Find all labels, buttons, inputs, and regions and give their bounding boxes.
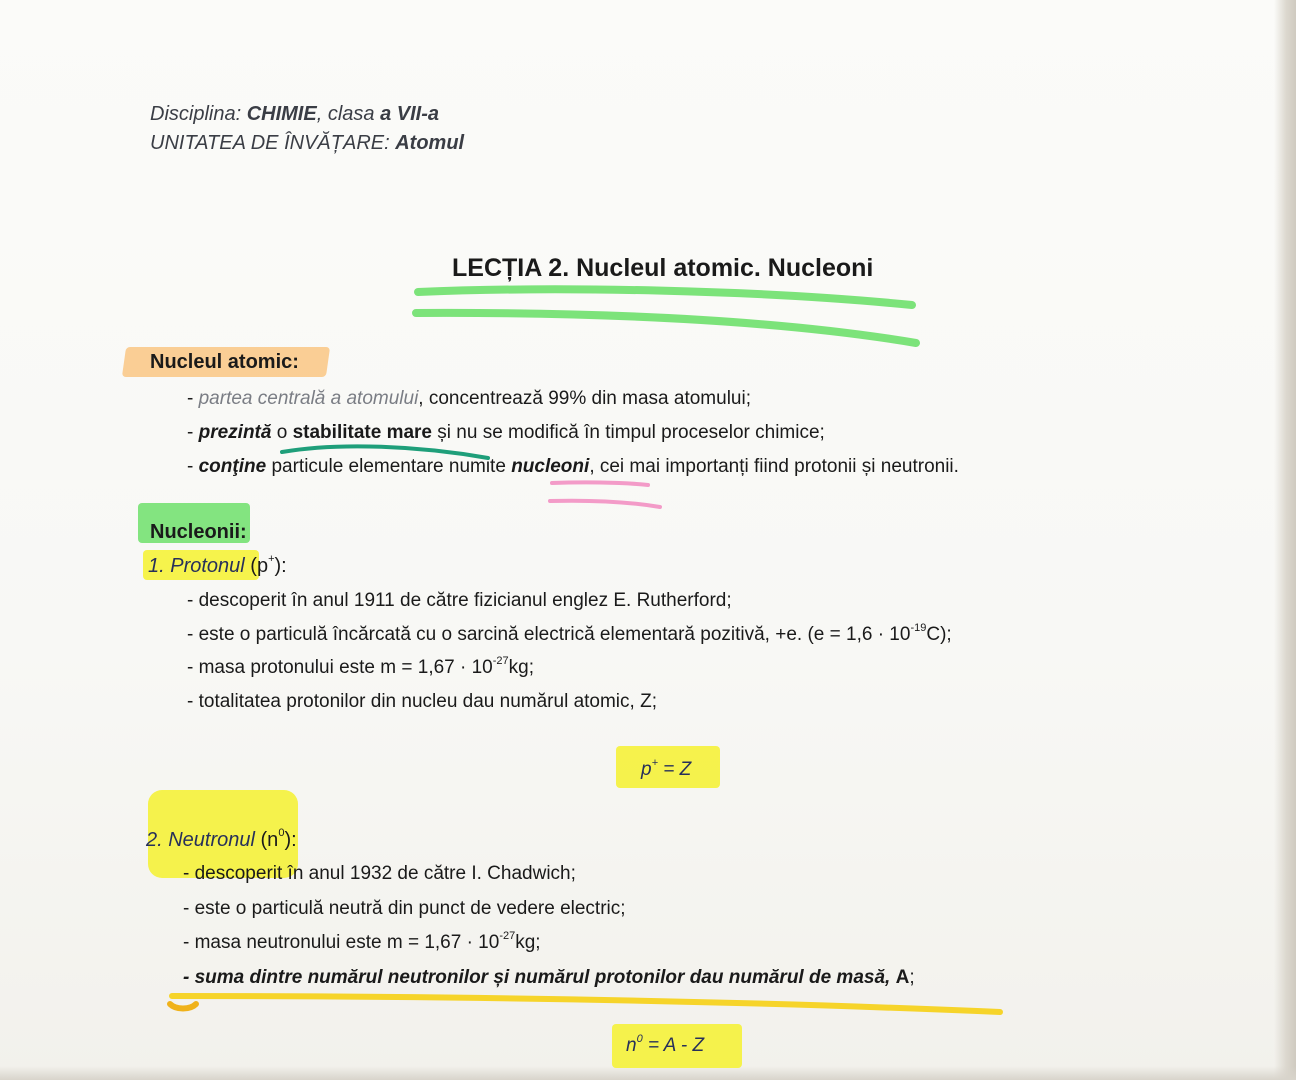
unit-label: UNITATEA DE ÎNVĂȚARE: <box>150 132 396 154</box>
stability-underline <box>282 446 488 458</box>
neutron-formula-sup: 0 <box>636 1032 643 1045</box>
nucleus-l3-nucleons: nucleoni <box>511 456 590 477</box>
sum-underline-blob <box>170 1004 196 1009</box>
title-underline-1 <box>418 289 912 305</box>
nucleus-l3-rest: , cei mai importanți fiind protonii și neutronii. <box>589 456 959 477</box>
proton-line-1: - descoperit în anul 1911 de către fizicianul englez E. Rutherford; <box>187 590 732 611</box>
neutron-l3-sup: -27 <box>499 929 516 942</box>
proton-l2-sup: -19 <box>910 621 927 634</box>
neutron-formula-n: n <box>626 1035 637 1056</box>
proton-formula-p: p <box>641 759 652 780</box>
neutron-l4-text: - suma dintre numărul neutronilor și numărul protonilor dau numărul de masă, <box>183 967 896 988</box>
proton-l3-unit: kg; <box>508 657 535 678</box>
proton-l3-sup: -27 <box>492 654 509 667</box>
nucleus-l2-o: o <box>271 422 293 443</box>
unit-value: Atomul <box>395 132 465 154</box>
neutron-symbol-sup: 0 <box>278 827 285 840</box>
proton-symbol-open: (p <box>244 555 269 577</box>
nucleons-underline-2 <box>550 501 660 507</box>
nucleus-l2-dash: - <box>187 422 199 443</box>
nucleus-l1-emph: partea centrală a atomului <box>198 388 419 409</box>
proton-l3-text: - masa protonului este m = 1,67 · 10 <box>187 657 493 678</box>
proton-l2-text: - este o particulă încărcată cu o sarcină electrică elementară pozitivă, +e. (e = 1,6 · 10 <box>187 624 911 645</box>
title-underline-2 <box>416 313 916 343</box>
proton-title: 1. Protonul <box>148 555 245 577</box>
class-text: , clasa <box>316 103 381 125</box>
nucleus-l2-emph: prezintă <box>198 422 272 443</box>
neutron-symbol-close: ): <box>284 829 297 851</box>
neutron-line-2: - este o particulă neutră din punct de vedere electric; <box>183 898 626 919</box>
nucleons-heading: Nucleonii: <box>150 521 247 543</box>
neutron-title: 2. Neutronul <box>146 829 255 851</box>
proton-symbol-sup: + <box>268 553 275 566</box>
neutron-line-1: - descoperit în anul 1932 de către I. Chadwich; <box>183 863 576 884</box>
nucleus-l1-rest: , concentrează 99% din masa atomului; <box>418 388 751 409</box>
nucleus-l3-dash: - <box>187 456 199 477</box>
neutron-l4-a: A <box>895 967 910 988</box>
proton-formula-z: = Z <box>658 759 692 780</box>
neutron-symbol-open: (n <box>254 829 279 851</box>
sum-underline <box>172 996 1000 1012</box>
nucleus-l3-emph: conţine <box>198 456 267 477</box>
nucleus-heading: Nucleul atomic: <box>150 351 299 373</box>
nucleus-l1-dash: - <box>187 388 199 409</box>
proton-line-4: - totalitatea protonilor din nucleu dau numărul atomic, Z; <box>187 691 657 712</box>
neutron-l4-end: ; <box>909 967 915 988</box>
discipline-label: Disciplina: <box>150 103 247 125</box>
neutron-l3-unit: kg; <box>515 932 541 953</box>
proton-symbol-close: ): <box>274 555 287 577</box>
nucleus-l2-rest: și nu se modifică în timpul proceselor chimice; <box>432 422 825 443</box>
neutron-formula-rest: = A - Z <box>642 1035 705 1056</box>
neutron-l3-text: - masa neutronului este m = 1,67 · 10 <box>183 932 500 953</box>
class-value: a VII-a <box>380 103 439 125</box>
proton-l2-unit: C); <box>926 624 952 645</box>
proton-formula-sup: + <box>651 756 659 769</box>
nucleus-l2-stability: stabilitate mare <box>292 422 432 443</box>
lesson-title: LECȚIA 2. Nucleul atomic. Nucleoni <box>452 254 874 282</box>
nucleons-underline-1 <box>552 482 648 485</box>
discipline-value: CHIMIE <box>246 103 317 125</box>
nucleus-l3-mid: particule elementare numite <box>266 456 512 477</box>
